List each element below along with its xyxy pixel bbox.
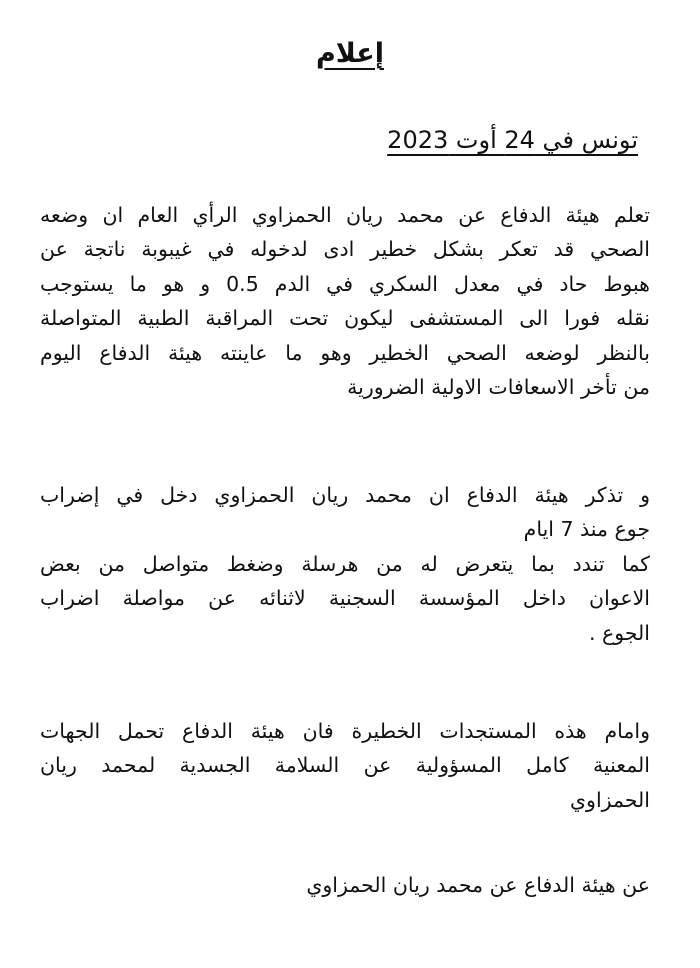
paragraph-hunger-strike	[40, 478, 650, 650]
paragraph-line: الاعوان داخل المؤسسة السجنية لاثنائه عن مواصلة اضراب	[40, 586, 650, 611]
paragraph-line: نقله فورا الى المستشفى ليكون تحت المراقبة الطبية المتواصلة	[40, 306, 650, 331]
paragraph-line: بالنظر لوضعه الصحي الخطير وهو ما عاينته هيئة الدفاع اليوم	[40, 340, 650, 365]
paragraph-line: من تأخر الاسعافات الاولية الضرورية	[347, 375, 650, 400]
paragraph-line: الحمزاوي	[570, 787, 650, 812]
paragraph-line: الصحي قد تعكر بشكل خطير ادى لدخوله في غيبوبة ناتجة عن	[40, 237, 650, 262]
paragraph-line: جوع منذ 7 ايام	[523, 517, 650, 542]
paragraph-line: و تذكر هيئة الدفاع ان محمد ريان الحمزاوي دخل في إضراب	[40, 483, 650, 507]
paragraph-line: هبوط حاد في معدل السكري في الدم 0.5 و هو ما يستوجب	[40, 271, 650, 296]
document-title	[0, 34, 700, 74]
paragraph-line: المعنية كامل المسؤولية عن السلامة الجسدية لمحمد ريان	[40, 753, 650, 778]
paragraph-responsibility	[40, 714, 650, 817]
paragraph-line: وامام هذه المستجدات الخطيرة فان هيئة الدفاع تحمل الجهات	[40, 719, 650, 743]
document-date: تونس في 24 أوت 2023	[387, 126, 638, 154]
paragraph-line: كما تندد بما يتعرض له من هرسلة وضغط متواصل من بعض	[40, 551, 650, 576]
paragraph-health-status	[40, 198, 650, 404]
signature-text: عن هيئة الدفاع عن محمد ريان الحمزاوي	[306, 873, 650, 897]
document-title-text: إعلام	[316, 38, 384, 69]
paragraph-line: تعلم هيئة الدفاع عن محمد ريان الحمزاوي الرأي العام ان وضعه	[40, 203, 650, 227]
signature	[40, 868, 650, 902]
paragraph-line: الجوع .	[588, 620, 650, 645]
